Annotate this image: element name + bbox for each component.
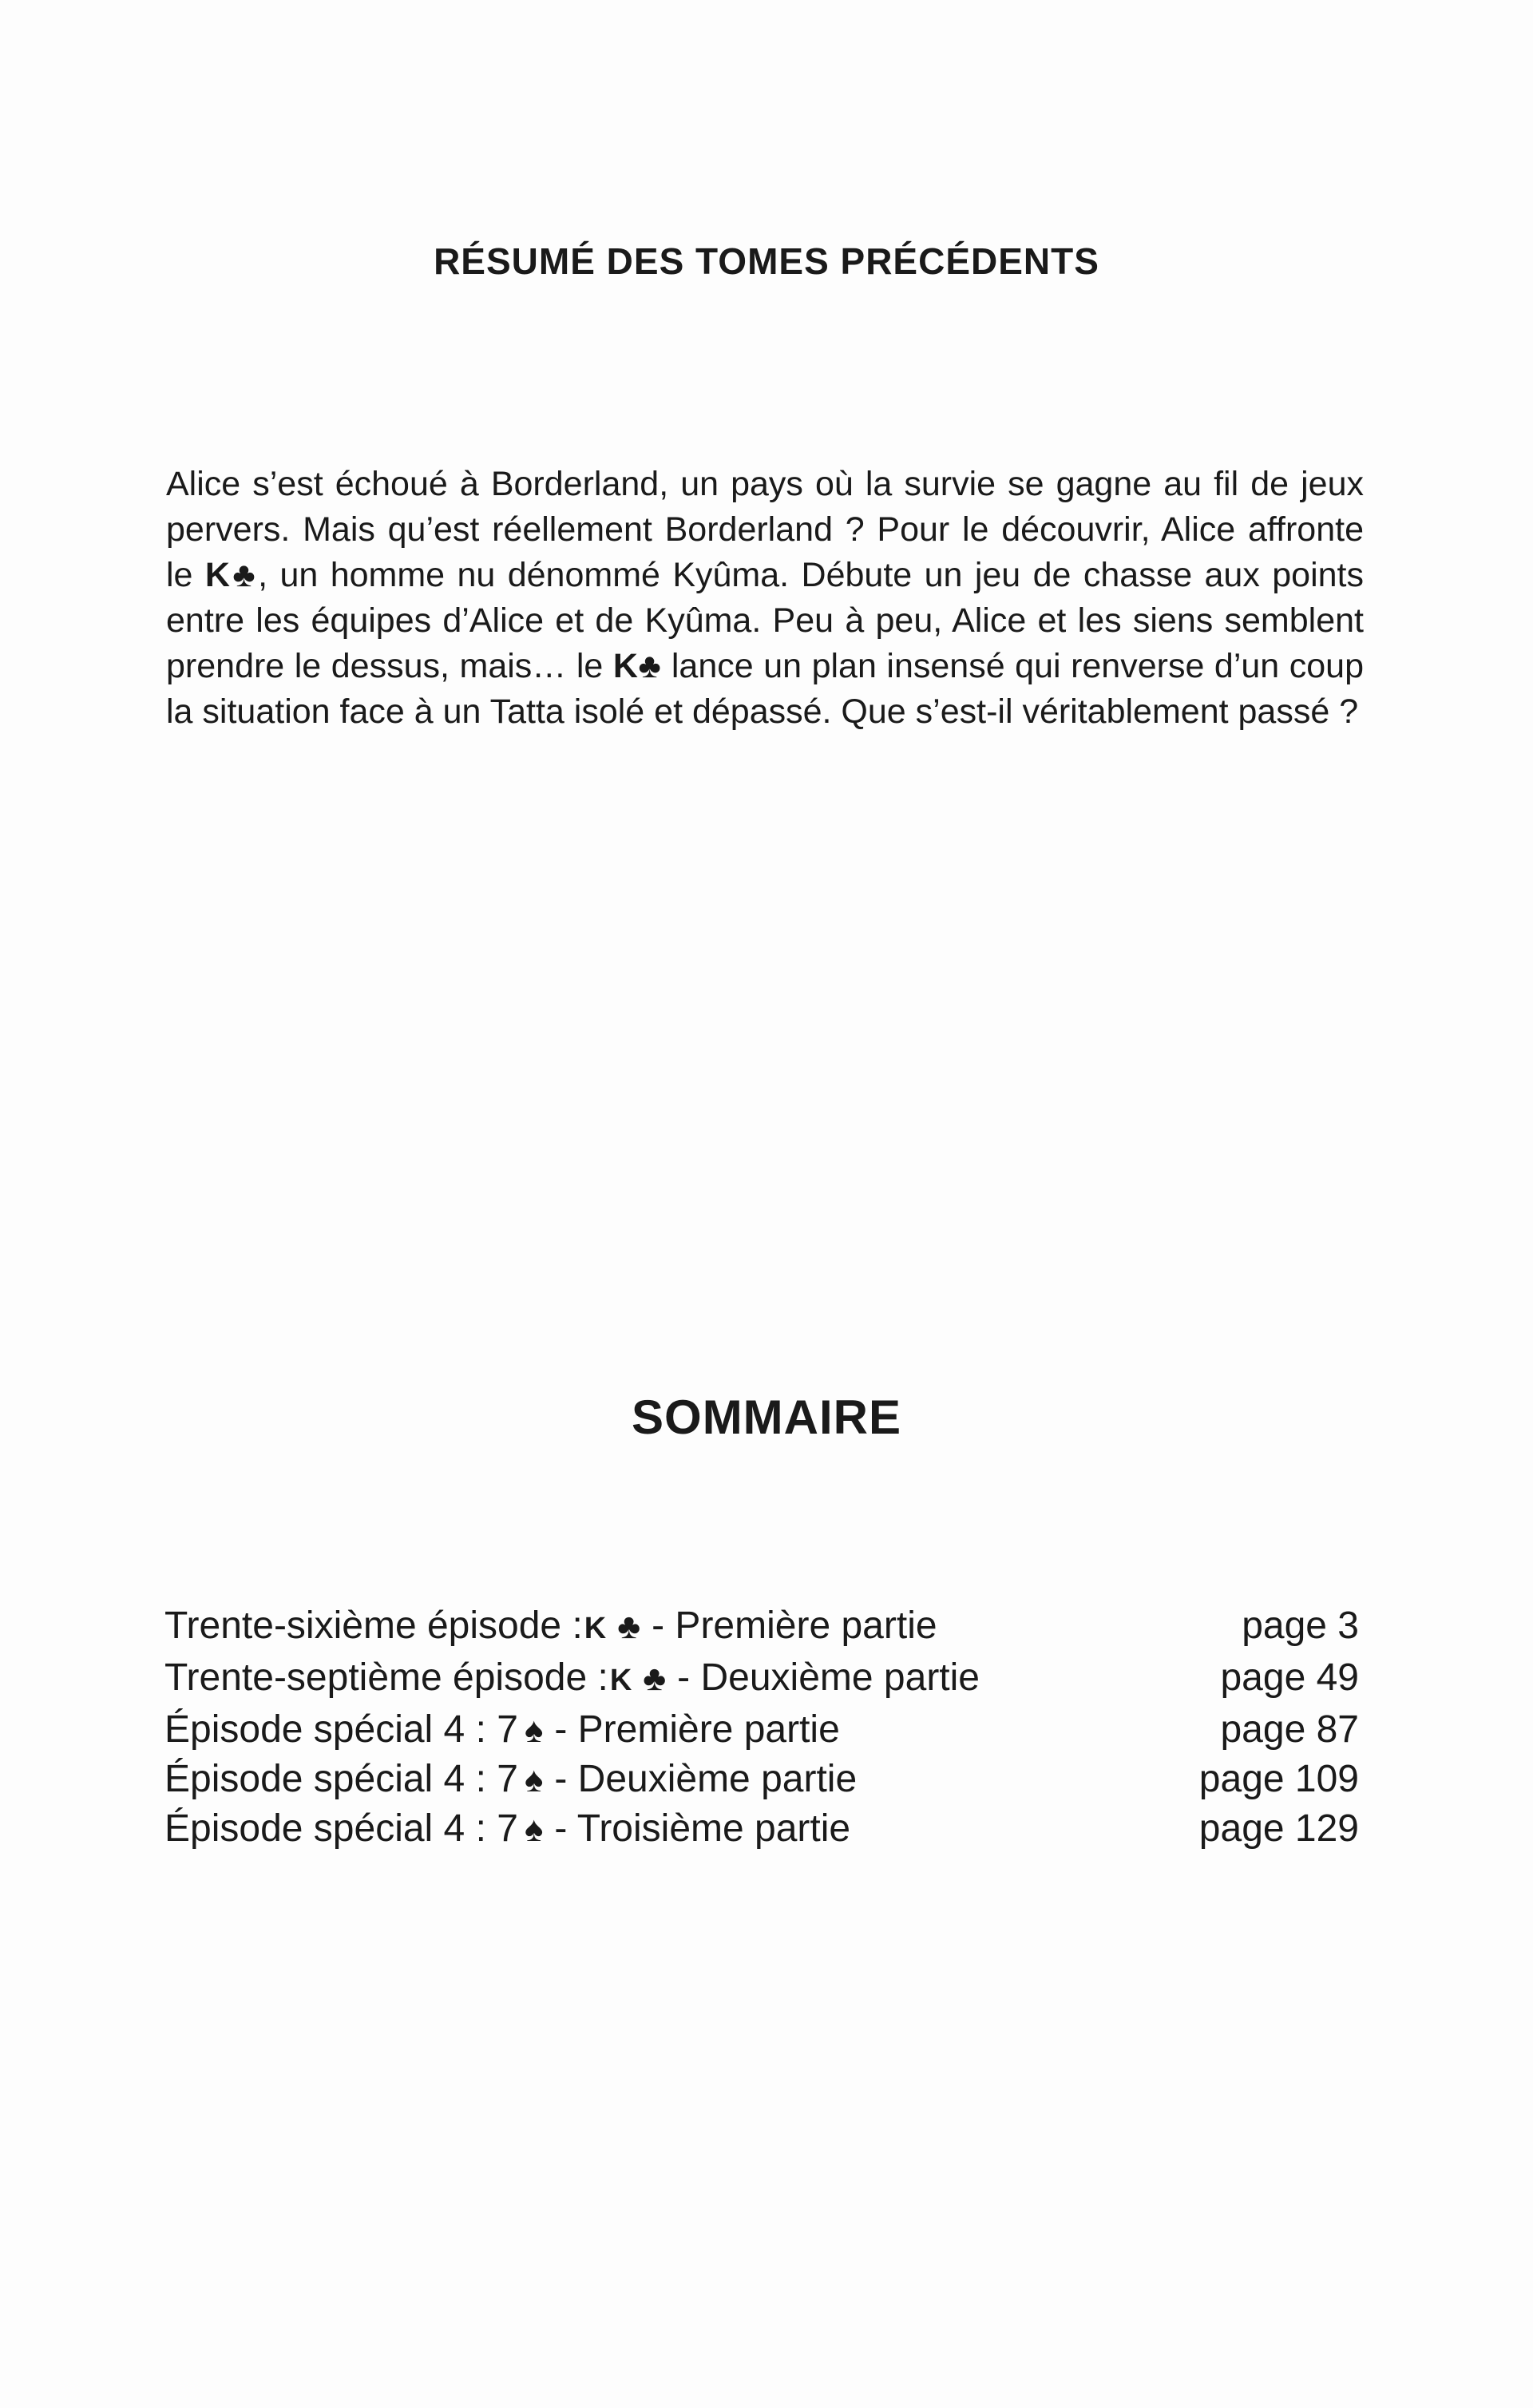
spades-icon: ♠ <box>524 1711 544 1750</box>
toc-entry <box>164 1755 1359 1804</box>
clubs-icon: ♣ <box>617 1607 641 1646</box>
recap-line: pervers. Mais qu’est réellement Borderland ? Pour le découvrir, Alice affronte <box>166 510 1364 549</box>
toc-entry-part: - Première partie <box>554 1708 840 1751</box>
recap-paragraph <box>166 462 1364 735</box>
toc-entry-title <box>164 1705 840 1755</box>
king-of-clubs-card: K♣ <box>204 556 259 594</box>
recap-text: lance un plan insensé qui renverse d’un coup <box>661 647 1364 685</box>
recap-heading: RÉSUMÉ DES TOMES PRÉCÉDENTS <box>434 240 1099 282</box>
toc-entry-part: - Deuxième partie <box>554 1758 858 1800</box>
toc-page-number: page 49 <box>1220 1656 1359 1699</box>
card-rank: K <box>609 1664 632 1697</box>
toc-entry <box>164 1705 1359 1755</box>
spades-icon: ♠ <box>524 1760 544 1799</box>
recap-line: Alice s’est échoué à Borderland, un pays où la survie se gagne au fil de jeux <box>166 465 1364 503</box>
toc-entry-label: Épisode spécial 4 : 7 <box>164 1708 518 1751</box>
recap-line <box>166 644 1364 689</box>
recap-text: prendre le dessus, mais… le <box>166 647 613 685</box>
toc-entry-title <box>164 1755 857 1804</box>
spades-icon: ♠ <box>524 1810 544 1849</box>
recap-line <box>166 553 1364 598</box>
toc-entry-title <box>164 1653 980 1705</box>
recap-line: la situation face à un Tatta isolé et dépassé. Que s’est-il véritablement passé ? <box>166 692 1359 731</box>
toc-entry <box>164 1804 1359 1854</box>
recap-text: le <box>166 556 205 594</box>
toc-entry-label: Trente-sixième épisode : <box>164 1605 583 1647</box>
clubs-icon: ♣ <box>643 1659 667 1698</box>
toc-entry-label: Épisode spécial 4 : 7 <box>164 1758 518 1800</box>
toc-entry-title <box>164 1804 850 1854</box>
toc-page-number: page 3 <box>1242 1605 1359 1647</box>
toc-entry-label: Trente-septième épisode : <box>164 1656 608 1699</box>
recap-text: , un homme nu dénommé Kyûma. Débute un jeu de chasse aux points <box>258 556 1364 594</box>
toc-page-number: page 129 <box>1198 1807 1359 1850</box>
toc-entry-title <box>164 1601 937 1653</box>
toc-entry-part: - Première partie <box>652 1605 937 1647</box>
toc-entry <box>164 1601 1359 1653</box>
table-of-contents <box>164 1601 1359 1854</box>
recap-line: entre les équipes d’Alice et de Kyûma. Peu à peu, Alice et les siens semblent <box>166 601 1364 640</box>
king-of-clubs-card: K♣ <box>612 647 662 685</box>
toc-entry <box>164 1653 1359 1705</box>
card-rank: K <box>584 1612 607 1645</box>
toc-page-number: page 109 <box>1198 1758 1359 1800</box>
toc-heading: SOMMAIRE <box>632 1390 901 1444</box>
toc-entry-part: - Deuxième partie <box>677 1656 980 1699</box>
toc-page-number: page 87 <box>1220 1708 1359 1751</box>
toc-entry-part: - Troisième partie <box>554 1807 851 1850</box>
toc-entry-label: Épisode spécial 4 : 7 <box>164 1807 518 1850</box>
